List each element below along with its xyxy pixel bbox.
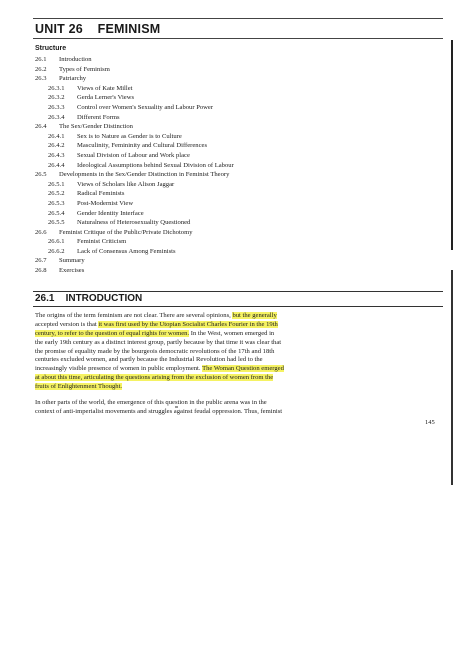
text-segment: In the West, women emerged in	[189, 329, 275, 337]
scan-mark	[175, 406, 178, 408]
unit-title: UNIT 26 FEMINISM	[35, 22, 161, 36]
highlighted-text: at about this time, articulating the questions arising from the exclusion of women from the	[35, 374, 274, 382]
toc-list	[35, 55, 435, 276]
toc-item	[35, 256, 435, 266]
toc-item-number: 26.5.1	[48, 180, 65, 188]
toc-item-title: Different Forms	[77, 113, 120, 121]
text-segment: the promise of equality made by the bourgeois democratic revolutions of the 17th and 18th	[35, 347, 275, 355]
toc-item	[35, 247, 435, 257]
text-line	[35, 356, 443, 365]
text-line	[35, 312, 443, 321]
toc-item	[35, 180, 435, 190]
toc-item-title: Feminist Critique of the Public/Private Dichotomy	[59, 228, 193, 236]
toc-item-number: 26.4.2	[48, 142, 65, 150]
toc-item	[35, 122, 435, 132]
toc-item-number: 26.3.1	[48, 84, 65, 92]
toc-item	[35, 55, 435, 65]
text-line: In other parts of the world, the emergence of this question in the public arena was in the	[35, 399, 267, 406]
highlighted-text: century, to refer to the question of equal rights for women.	[35, 329, 190, 337]
toc-item-title: Patriarchy	[59, 75, 87, 83]
toc-item-number: 26.3.2	[48, 94, 65, 102]
toc-item	[35, 74, 435, 84]
binding-edge-lower	[451, 270, 453, 485]
text-segment: The origins of the term feminism are not clear. There are several opinions,	[35, 312, 233, 319]
toc-item-title: Sex is to Nature as Gender is to Culture	[77, 132, 182, 140]
toc-item-title: Sexual Division of Labour and Work place	[77, 151, 190, 159]
toc-item-title: Gerda Lerner's Views	[77, 94, 135, 102]
intro-paragraph	[35, 312, 443, 392]
toc-item-number: 26.3	[35, 75, 47, 83]
text-line	[35, 348, 443, 357]
toc-item-number: 26.4.3	[48, 151, 65, 159]
text-line	[35, 321, 443, 330]
toc-item-title: Masculinity, Femininity and Cultural Differences	[77, 142, 208, 150]
text-line	[35, 365, 443, 374]
toc-item	[35, 266, 435, 276]
text-line	[35, 374, 443, 383]
toc-item	[35, 141, 435, 151]
toc-item	[35, 199, 435, 209]
binding-edge	[451, 40, 453, 250]
text-segment: accepted version is that	[35, 320, 99, 328]
toc-item-number: 26.3.4	[48, 113, 65, 121]
toc-item	[35, 132, 435, 142]
toc-item-number: 26.1	[35, 56, 47, 63]
highlighted-text: fruits of Enlightenment Thought.	[35, 383, 123, 391]
toc-item-title: Introduction	[59, 56, 92, 63]
toc-item-number: 26.2	[35, 65, 47, 73]
toc-item-title: Types of Feminism	[59, 65, 110, 73]
toc-item-number: 26.6	[35, 228, 47, 236]
toc-item-number: 26.5.3	[48, 199, 65, 207]
toc-item-title: Views of Scholars like Alison Jaggar	[77, 180, 175, 188]
toc-item	[35, 189, 435, 199]
toc-item-title: Ideological Assumptions behind Sexual Division of Labour	[77, 161, 234, 169]
text-line	[35, 330, 443, 339]
toc-item-title: Lack of Consensus Among Feminists	[77, 247, 176, 255]
toc-item	[35, 209, 435, 219]
toc-item-number: 26.5.4	[48, 209, 65, 217]
toc-item	[35, 103, 435, 113]
toc-item-number: 26.6.1	[48, 238, 65, 246]
toc-item	[35, 237, 435, 247]
toc-item-number: 26.4.1	[48, 132, 65, 140]
highlighted-text: The Woman Question emerged	[202, 365, 284, 373]
toc-item	[35, 65, 435, 75]
section-title: 26.1 INTRODUCTION	[35, 293, 143, 304]
toc-item	[35, 161, 435, 171]
title-underline	[33, 38, 443, 39]
toc-item-title: Control over Women's Sexuality and Labour Power	[77, 103, 214, 111]
toc-item	[35, 170, 435, 180]
toc-item-number: 26.6.2	[48, 247, 65, 255]
toc-item-number: 26.4	[35, 123, 47, 131]
toc-item-title: Post-Modernist View	[77, 199, 134, 207]
highlighted-text: but the generally	[232, 312, 277, 319]
toc-item-number: 26.5	[35, 171, 47, 179]
toc-item-number: 26.8	[35, 267, 47, 275]
toc-item-number: 26.5.2	[48, 190, 65, 198]
toc-item-title: Views of Kate Millet	[77, 84, 133, 92]
text-line	[35, 339, 443, 348]
text-segment: centuries excluded women, and partly because the Industrial Revolution had led to the	[35, 356, 263, 364]
text-segment: the early 19th century as a distinct interest group, partly because by that time it was clear that	[35, 338, 282, 346]
toc-item	[35, 218, 435, 228]
toc-item	[35, 113, 435, 123]
toc-item-title: Gender Identity Interface	[77, 209, 144, 217]
toc-item-title: Radical Feminists	[77, 190, 125, 198]
toc-item	[35, 84, 435, 94]
structure-heading: Structure	[35, 45, 67, 52]
page-number: 145	[425, 419, 435, 426]
highlighted-text: it was first used by the Utopian Socialist Charles Fourier in the 19th	[98, 320, 278, 328]
toc-item-number: 26.5.5	[48, 219, 65, 227]
toc-item	[35, 151, 435, 161]
toc-item-title: Exercises	[59, 267, 85, 275]
toc-item-title: Feminist Criticism	[77, 238, 127, 246]
toc-item-number: 26.7	[35, 257, 47, 265]
toc-item-title: Developments in the Sex/Gender Distinction in Feminist Theory	[59, 171, 230, 179]
second-paragraph	[35, 399, 443, 417]
toc-item-number: 26.3.3	[48, 103, 65, 111]
text-segment: increasingly visible presence of women in public employment.	[35, 365, 203, 373]
toc-item-number: 26.4.4	[48, 161, 65, 169]
toc-item	[35, 93, 435, 103]
toc-item-title: Naturalness of Heterosexuality Questioned	[77, 219, 191, 227]
text-line: context of anti-imperialist movements and struggles against feudal oppression. Thus, feminist	[35, 407, 283, 415]
top-rule	[33, 18, 443, 19]
text-line	[35, 383, 443, 392]
toc-item-title: The Sex/Gender Distinction	[59, 123, 133, 131]
toc-item-title: Summary	[59, 257, 85, 265]
toc-item	[35, 228, 435, 238]
table-of-contents	[35, 44, 435, 276]
